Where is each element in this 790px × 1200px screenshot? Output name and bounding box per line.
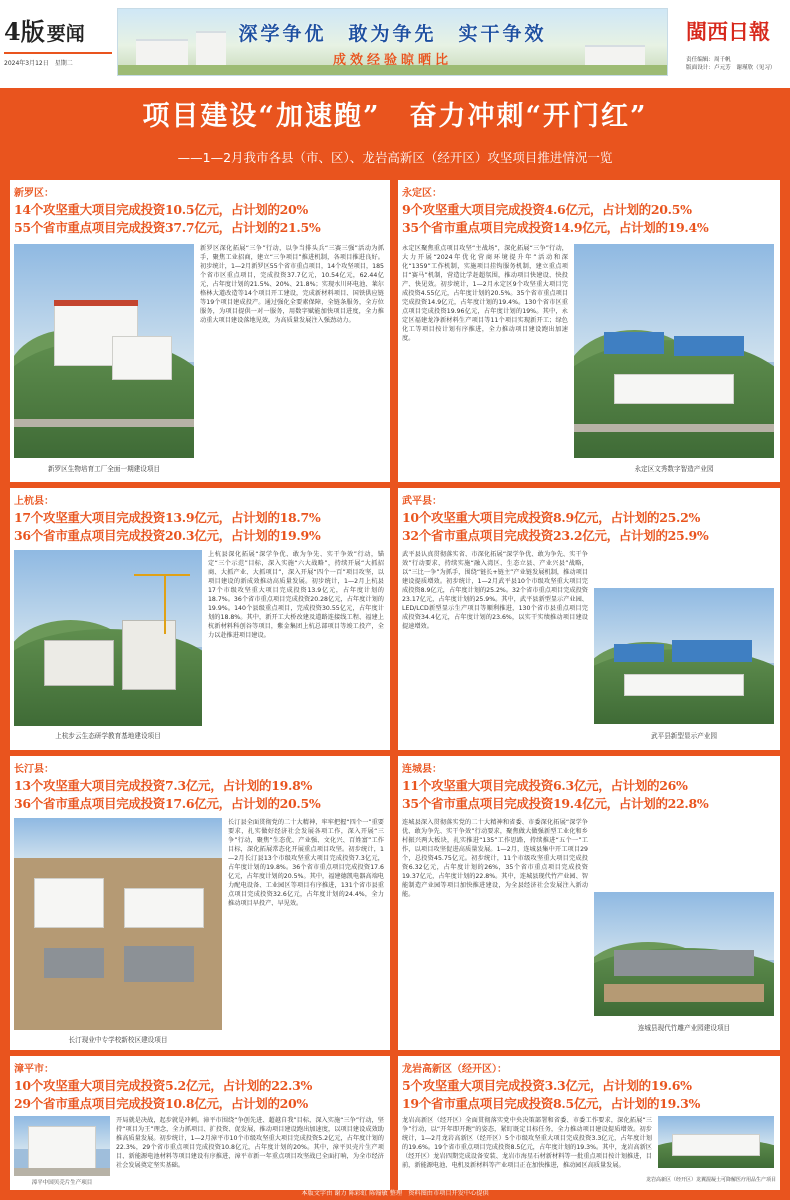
footer-credit: 本版文字由 谢力 陈彩虹 陈翰敏 整理 资料图由市项目开发中心提供 — [301, 1190, 489, 1197]
section-label: 新罗区： — [14, 188, 54, 199]
section-wuping — [398, 488, 780, 750]
section-body: 开局就是决战，起步就是冲刺。漳平市围绕“争创先进、超越自我”目标，深入实施“三争”行动，坚持“项目为王”理念，全力抓项目、扩投资、促发展，推动项目建设跑出加速度，以项目建设成效助推高质量发展。初步统计，1—2月漳平市10个市级攻坚重大项目完成投资5.2亿元，占年度计划的22.3%，29个省市重点项目完成投资10.8亿元，占年度计划的20%。其中，漳平贝壳片生产项目、新能源电池材料等项目建设有序推进，漳平市新一年重点项目攻坚战已全面打响，为全市经济社会发展奠定坚实基础。 — [116, 1117, 384, 1169]
section-photo — [658, 1116, 774, 1168]
section-body: 长汀县全面贯彻党的二十大精神，牢牢把握“四个一”重要要求，扎实做好经济社会发展各项工作，深入开展“三争”行动，聚焦“生态优、产业强、文化兴、百姓富”工作目标，深化拓展常态化开展重点项目攻坚。初步统计，1—2月长汀县13个市级攻坚重大项目完成投资7.3亿元，占年度计划的19.8%。36个省市重点项目完成投资17.6亿元，占年度计划的20.5%。其中，福建德凯电器高端电力配电设备、工业园区等项目有序推进，131个省市县重点项目完成投资32.6亿元，占年度计划的24.4%，全力推动项目早投产、早见效。 — [228, 819, 384, 907]
section-body: 连城县深入贯彻落实党的二十大精神和省委、市委深化拓展“深学争优、敢为争先、实干争效”行动要求，聚焦做大做强新型工业化和乡村振兴两大板块，扎实推进“135”工作思路，持续推进“五个一”工作，以项目攻坚促进高质量发展。1—2月，连城县集中开工项目29个，总投资45.75亿元。初步统计，11个市级攻坚重大项目完成投资6.32亿元，占年度计划的26%，35个省市重点项目完成投资19.37亿元，占年度计划的22.8%。其中，连城县现代竹产业园、智能制造产业园等项目加快推进建设，为全县经济社会发展注入新动能。 — [402, 819, 588, 898]
section-zhangping — [10, 1056, 390, 1190]
section-photo — [574, 244, 774, 458]
photo-caption: 新罗区生物培育工厂全面一期建设项目 — [47, 465, 161, 473]
section-name: 要闻 — [46, 23, 85, 45]
section-body: 龙岩高新区（经开区）全面贯彻落实党中央决策部署和省委、市委工作要求，深化拓展“三争”行动，以“开年即开跑”的姿态，紧盯既定目标任务，全力推动项目建设提质增效。初步统计，1—2月龙岩高新区（经开区）5个市级攻坚重大项目完成投资3.3亿元，占年度计划的19.6%。19个省市重点项目完成投资8.5亿元，占年度计划的19.3%。其中，龙岩高新区（经开区）龙岩四期完成设备安装、龙岩市海星石材新材料等一批重点项目按计划推进，目前，新能源电池、电机及新材料等产业项目正在加快推进，推动园区高质量发展。 — [402, 1117, 652, 1169]
banner-slogan: 深学争优 敢为争先 实干争效 — [238, 23, 547, 45]
banner-subslogan: 成效经验晾晒比 — [332, 53, 452, 68]
section-body: 上杭县深化拓展“深学争优、敢为争先、实干争效”行动，锚定“三个示范”目标，深入实施“六大战略”，持续开展“大抓招商、大抓产业、大抓项目”，深入开展“四个一百”项目攻坚，以项目建设的新成效推动高质量发展。初步统计，1—2月上杭县17个市级攻坚重大项目完成投资13.9亿元，占年度计划的18.7%。36个省市重点项目完成投资20.28亿元，占年度计划的19.9%。140个县级重点项目，完成投资30.55亿元，占年度计划的18.8%。其中，新开工大桥改建及道路连接线工程、福建上杭新材料科创谷等项目，紫金集团上杭总部项目等竣工投产，全力以赴推进项目建设。 — [208, 551, 384, 639]
photo-caption: 连城县现代竹雕产业园建设项目 — [637, 1024, 731, 1032]
newspaper-logo: 閩西日報 — [686, 19, 770, 44]
section-label: 上杭县： — [14, 496, 54, 507]
section-headline: 19个省市重点项目完成投资8.5亿元，占计划的19.3% — [402, 1096, 701, 1111]
section-yongding — [398, 180, 780, 482]
feature-frame — [0, 88, 790, 1200]
section-longyan-hightech — [398, 1056, 780, 1190]
staff-credits — [686, 56, 776, 72]
section-headline: 55个省市重点项目完成投资37.7亿元，占计划的21.5% — [14, 220, 321, 235]
section-headline: 29个省市重点项目完成投资10.8亿元，占计划的20% — [14, 1096, 309, 1111]
edition-label — [4, 12, 85, 47]
section-headline: 9个攻坚重大项目完成投资4.6亿元，占计划的20.5% — [402, 202, 692, 217]
section-headline: 13个攻坚重大项目完成投资7.3亿元，占计划的19.8% — [14, 778, 313, 793]
issue-date: 2024年3月12日 星期二 — [4, 60, 73, 67]
section-label: 漳平市： — [14, 1064, 54, 1075]
theme-banner — [117, 8, 668, 76]
masthead — [0, 0, 790, 88]
feature-subtitle: ——1—2月我市各县（市、区）、龙岩高新区（经开区）攻坚项目推进情况一览 — [177, 150, 613, 165]
section-liancheng — [398, 756, 780, 1050]
editor-credit: 责任编辑：周千帆 — [686, 57, 731, 63]
section-photo — [14, 550, 202, 726]
section-headline: 35个省市重点项目完成投资14.9亿元，占计划的19.4% — [402, 220, 709, 235]
section-headline: 36个省市重点项目完成投资17.6亿元，占计划的20.5% — [14, 796, 321, 811]
section-label: 长汀县： — [14, 764, 54, 775]
designer-credit: 版面设计：卢元芳 谢瑾欣（见习） — [686, 65, 776, 71]
photo-caption: 长汀现业中专学校新校区建设项目 — [68, 1036, 168, 1044]
section-headline: 10个攻坚重大项目完成投资8.9亿元，占计划的25.2% — [402, 510, 701, 525]
section-photo — [14, 818, 222, 1030]
section-headline: 36个省市重点项目完成投资20.3亿元，占计划的19.9% — [14, 528, 321, 543]
feature-title: 项目建设“加速跑” 奋力冲刺“开门红” — [142, 101, 648, 132]
section-body: 武平县认真贯彻落实省、市深化拓展“深学争优、敢为争先、实干争效”行动要求，持续实施“融入湾区、生态立县、产业兴县”战略，以“三比一争”为抓手，围绕“链长+链主”产业链发展机制，推动项目建设提质增效。初步统计，1—2月武平县10个市级攻坚重大项目完成投资8.9亿元，占年度计划的25.2%。32个省市重点项目完成投资23.17亿元，占年度计划的25.9%。其中，武平县新型显示产业园、LED/LCD新型显示生产项目等顺利推进，130个省市县重点项目完成投资34.4亿元，占年度计划的23.6%，以实干实绩推动项目建设提速增效。 — [402, 551, 588, 630]
photo-caption: 上杭步云生态研学教育基地建设项目 — [55, 732, 161, 740]
section-headline: 32个省市重点项目完成投资23.2亿元，占计划的25.9% — [402, 528, 709, 543]
photo-caption: 武平县新型显示产业园 — [651, 732, 717, 740]
section-headline: 17个攻坚重大项目完成投资13.9亿元，占计划的18.7% — [14, 510, 321, 525]
section-photo — [594, 892, 774, 1016]
section-changting — [10, 756, 390, 1050]
photo-caption: 龙岩高新区（经开区）龙翼混凝土可降解医疗用品生产项目 — [645, 1177, 776, 1183]
section-headline: 10个攻坚重大项目完成投资5.2亿元，占计划的22.3% — [14, 1078, 313, 1093]
section-label: 武平县： — [402, 496, 442, 507]
section-label: 永定区： — [402, 188, 442, 199]
section-label: 龙岩高新区（经开区）： — [402, 1064, 507, 1075]
edition-number: 4版 — [4, 17, 45, 46]
section-shanghang — [10, 488, 390, 750]
section-label: 连城县： — [402, 764, 442, 775]
section-headline: 11个攻坚重大项目完成投资6.3亿元，占计划的26% — [402, 778, 688, 793]
section-photo — [14, 1116, 110, 1176]
section-photo — [14, 244, 194, 458]
section-headline: 35个省市重点项目完成投资19.4亿元，占计划的22.8% — [402, 796, 709, 811]
photo-caption: 永定区文秀数字智造产业园 — [634, 465, 714, 473]
section-xinluo — [10, 180, 390, 482]
masthead-rule — [4, 52, 112, 54]
section-headline: 14个攻坚重大项目完成投资10.5亿元，占计划的20% — [14, 202, 309, 217]
photo-caption: 漳平中国贝壳片生产项目 — [31, 1180, 93, 1186]
section-headline: 5个攻坚重大项目完成投资3.3亿元，占计划的19.6% — [402, 1078, 692, 1093]
section-photo — [594, 588, 774, 724]
section-body: 永定区聚焦重点项目攻坚“主战场”，深化拓展“三争”行动，大力开展“2024年优化营商环境提升年”活动和深化“1359”工作机制，实施项目挂钩服务机制，建立重点项目“赛马”机制，营造比学赶超氛围，推动项目快建设、快投产、快见效。初步统计，1—2月永定区9个攻坚重大项目完成投资4.55亿元，占年度计划的20.5%。35个省市重点项目完成投资14.9亿元，占年度计划的19.4%。130个省市区重点项目完成投资19.96亿元，占年度计划的19%。其中，永定区福建龙净新材料生产项目等11个项目实现新开工；绿色化工等项目按计划有序推进，全力推动项目建设跑出加速度。 — [402, 245, 568, 342]
section-body: 新罗区深化拓展“三争”行动，以争当排头兵“三赛三强”活动为抓手，聚焦工业招商，建立“三争项目”推进机制，各项目推进良好。初步统计，1—2月新罗区55个省市重点项目，14个攻坚项目，185个省市区重点项目，完成投资37.7亿元，10.54亿元，62.44亿元，占年度计划的21.5%、20%、21.8%；实现水川环电池、莱尔格林大道改造等14个项目开工建设，完成新材料项目、国铁供应链等19个项目建成投产。通过强化全要素保障，全链条服务，全方位服务，为项目提供一对一服务，用数字赋能加快项目进度，全力推动重大项目建设落地见效，为高质量发展注入强劲动力。 — [200, 245, 384, 324]
